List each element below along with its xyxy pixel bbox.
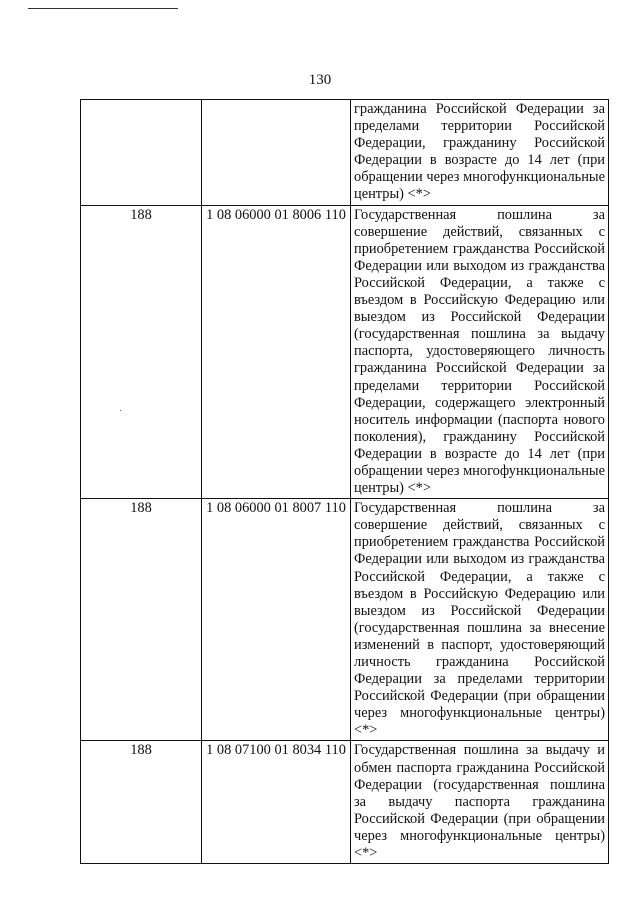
description-cell: гражданина Российской Федерации за пределами территории Российской Федерации, гражданину Российской Федерации в возрасте до 14 лет (при обращении через многофункциональные центры) <*> <box>351 100 609 206</box>
admin-code-cell: 188 <box>81 499 202 741</box>
budget-classification-table <box>80 99 609 864</box>
page-number: 130 <box>308 72 332 88</box>
table-row <box>81 100 609 206</box>
admin-code-cell: 188 <box>81 205 202 499</box>
table-row <box>81 741 609 864</box>
admin-code-cell: 188 <box>81 741 202 864</box>
table-row <box>81 499 609 741</box>
top-rule <box>28 8 178 9</box>
scan-speck <box>120 410 121 411</box>
description-cell: Государственная пошлина за совершение действий, связанных с приобретением гражданства Российской Федерации или выходом из гражданства Российской Федерации, а также с въездом в Российскую Федерацию или выездом из Российской Федерации (государственная пошлина за внесение изменений в паспорт, удостоверяющий личность гражданина Российской Федерации за пределами территории Российской Федерации (при обращении через многофункциональные центры) <*> <box>351 499 609 741</box>
admin-code-cell <box>81 100 202 206</box>
kbk-code-cell: 1 08 07100 01 8034 110 <box>202 741 351 864</box>
kbk-code-cell <box>202 100 351 206</box>
description-cell: Государственная пошлина за выдачу и обмен паспорта гражданина Российской Федерации (государственная пошлина за выдачу паспорта гражданина Российской Федерации (при обращении через многофункциональные центры) <*> <box>351 741 609 864</box>
kbk-code-cell: 1 08 06000 01 8007 110 <box>202 499 351 741</box>
kbk-code-cell: 1 08 06000 01 8006 110 <box>202 205 351 499</box>
table-row <box>81 205 609 499</box>
description-cell: Государственная пошлина за совершение действий, связанных с приобретением гражданства Российской Федерации или выходом из гражданства Российской Федерации, а также с въездом в Российскую Федерацию или выездом из Российской Федерации (государственная пошлина за выдачу паспорта, удостоверяющего личность гражданина Российской Федерации за пределами территории Российской Федерации, содержащего электронный носитель информации (паспорта нового поколения), гражданину Российской Федерации в возрасте до 14 лет (при обращении через многофункциональные центры) <*> <box>351 205 609 499</box>
